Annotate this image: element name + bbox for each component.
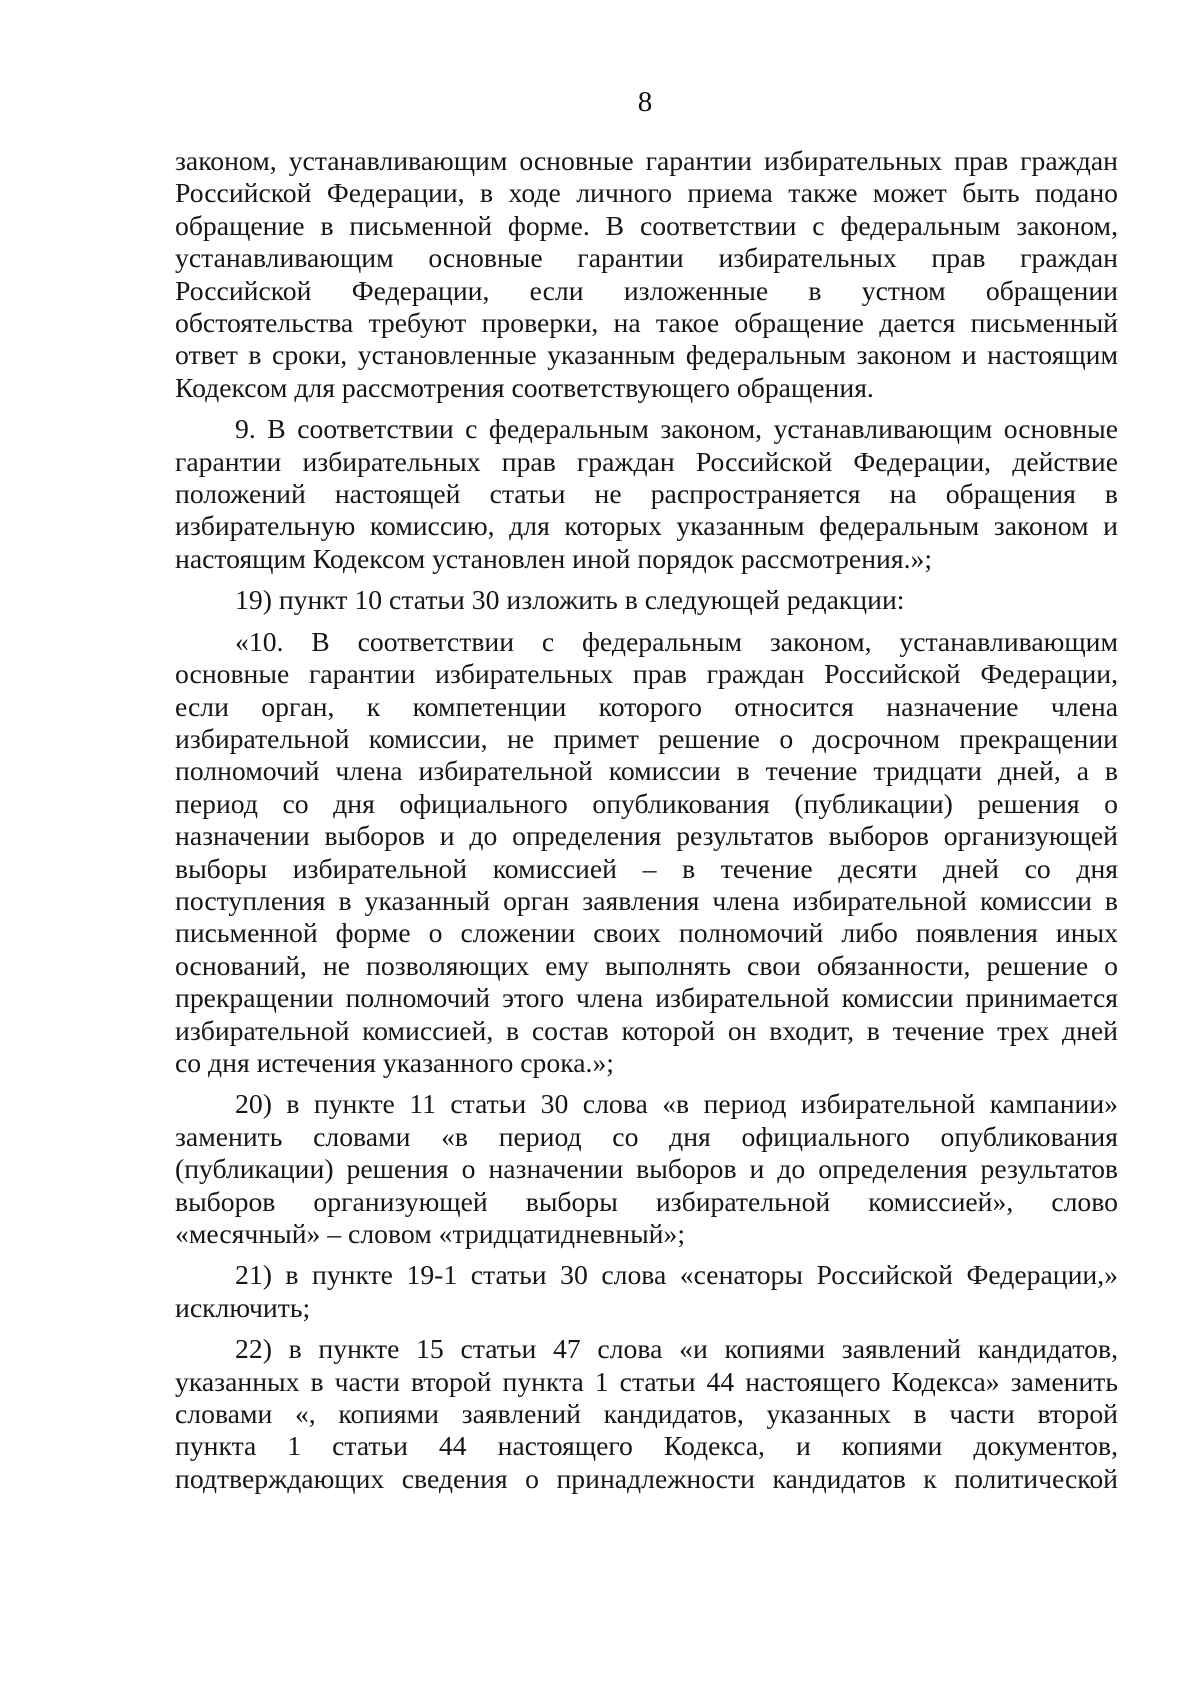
text-line: (публикации) решения о назначении выборов и до определения результатов bbox=[175, 1153, 1118, 1185]
text-line: гарантии избирательных прав граждан Российской Федерации, действие bbox=[175, 445, 1118, 477]
text-line: 22) в пункте 15 статьи 47 слова «и копиями заявлений кандидатов, bbox=[235, 1333, 1118, 1365]
text-line: положений настоящей статьи не распространяется на обращения в bbox=[175, 478, 1118, 510]
text-line: Российской Федерации, если изложенные в устном обращении bbox=[175, 274, 1118, 306]
text-line: подтверждающих сведения о принадлежности кандидатов к политической bbox=[175, 1462, 1118, 1494]
text-line: настоящим Кодексом установлен иной порядок рассмотрения.»; bbox=[175, 542, 933, 574]
text-line: избирательной комиссией, в состав которой он входит, в течение трех дней bbox=[175, 1014, 1118, 1046]
text-line: период со дня официального опубликования (публикации) решения о bbox=[175, 787, 1118, 819]
text-line: 20) в пункте 11 статьи 30 слова «в период избирательной кампании» bbox=[235, 1088, 1118, 1120]
text-line: избирательную комиссию, для которых указанным федеральным законом и bbox=[175, 510, 1118, 542]
text-line: исключить; bbox=[175, 1291, 311, 1323]
paragraph bbox=[175, 1088, 1118, 1250]
document-body bbox=[175, 145, 1118, 1504]
paragraph bbox=[175, 1259, 1118, 1324]
text-line: обращение в письменной форме. В соответствии с федеральным законом, bbox=[175, 209, 1118, 241]
text-line: заменить словами «в период со дня официального опубликования bbox=[175, 1120, 1118, 1152]
text-line: ответ в сроки, установленные указанным федеральным законом и настоящим bbox=[175, 339, 1118, 371]
paragraph bbox=[175, 584, 1118, 616]
text-line: 9. В соответствии с федеральным законом, устанавливающим основные bbox=[235, 413, 1118, 445]
text-line: словами «, копиями заявлений кандидатов, указанных в части второй bbox=[175, 1398, 1118, 1430]
paragraph bbox=[175, 413, 1118, 575]
text-line: письменной форме о сложении своих полномочий либо появления иных bbox=[175, 917, 1118, 949]
paragraph bbox=[175, 626, 1118, 1080]
page-number: 8 bbox=[637, 86, 653, 118]
text-line: прекращении полномочий этого члена избирательной комиссии принимается bbox=[175, 982, 1118, 1014]
paragraph bbox=[175, 145, 1118, 404]
text-line: выборов организующей выборы избирательной комиссией», слово bbox=[175, 1185, 1118, 1217]
text-line: если орган, к компетенции которого относится назначение члена bbox=[175, 690, 1118, 722]
text-line: 19) пункт 10 статьи 30 изложить в следующей редакции: bbox=[235, 584, 905, 616]
text-line: полномочий члена избирательной комиссии в течение тридцати дней, а в bbox=[175, 755, 1118, 787]
text-line: «10. В соответствии с федеральным законом, устанавливающим bbox=[235, 625, 1118, 657]
text-line: Российской Федерации, в ходе личного приема также может быть подано bbox=[175, 177, 1118, 209]
text-line: назначении выборов и до определения результатов выборов организующей bbox=[175, 820, 1118, 852]
text-line: Кодексом для рассмотрения соответствующего обращения. bbox=[175, 371, 874, 403]
text-line: поступления в указанный орган заявления члена избирательной комиссии в bbox=[175, 884, 1118, 916]
text-line: выборы избирательной комиссией – в течение десяти дней со дня bbox=[175, 852, 1118, 884]
text-line: указанных в части второй пункта 1 статьи 44 настоящего Кодекса» заменить bbox=[175, 1365, 1118, 1397]
text-line: обстоятельства требуют проверки, на такое обращение дается письменный bbox=[175, 307, 1118, 339]
text-line: пункта 1 статьи 44 настоящего Кодекса, и копиями документов, bbox=[175, 1430, 1118, 1462]
text-line: законом, устанавливающим основные гарантии избирательных прав граждан bbox=[175, 145, 1118, 176]
text-line: оснований, не позволяющих ему выполнять свои обязанности, решение о bbox=[175, 949, 1118, 981]
text-line: 21) в пункте 19-1 статьи 30 слова «сенаторы Российской Федерации,» bbox=[235, 1259, 1118, 1291]
text-line: «месячный» – словом «тридцатидневный»; bbox=[175, 1218, 686, 1249]
paragraph bbox=[175, 1333, 1118, 1495]
text-line: устанавливающим основные гарантии избирательных прав граждан bbox=[175, 242, 1118, 274]
text-line: избирательной комиссии, не примет решение о досрочном прекращении bbox=[175, 722, 1118, 754]
text-line: со дня истечения указанного срока.»; bbox=[175, 1046, 614, 1078]
text-line: основные гарантии избирательных прав граждан Российской Федерации, bbox=[175, 658, 1118, 690]
